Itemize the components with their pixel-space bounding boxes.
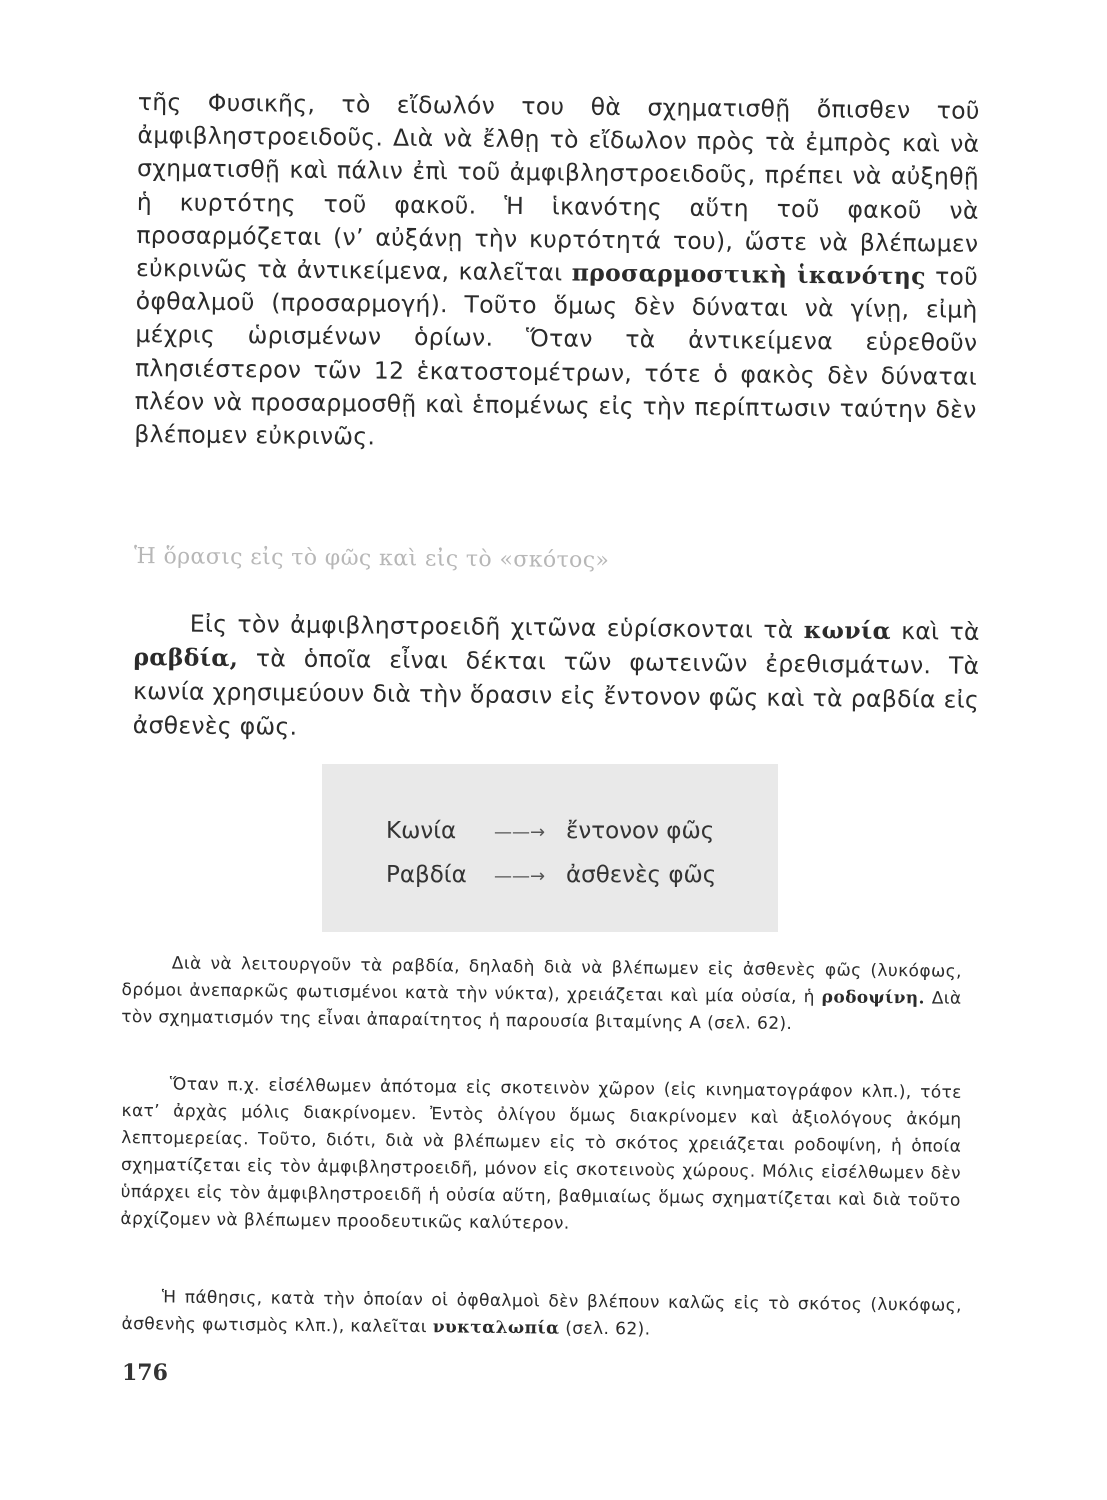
text-run: Ἡ πάθησις, κατὰ τὴν ὁποίαν οἱ ὀφθαλμοὶ δὲν βλέπουν καλῶς εἰς τὸ σκότος (λυκόφως, ἀσθενὴς φωτισμὸς κλπ.), καλεῖται <box>121 1287 962 1338</box>
paragraph-dark-adaptation: Ὅταν π.χ. εἰσέλθωμεν ἀπότομα εἰς σκοτεινὸν χῶρον (εἰς κινηματογράφον κλπ.), τότε κατ’ ἀρχὰς μόλις διακρίνομεν. Ἐντὸς ὀλίγου ὅμως διακρίνομεν καὶ ἀξιολόγους ἀκόμη λεπτομερείας. Τοῦτο, διότι, διὰ νὰ βλέπωμεν εἰς τὸ σκότος χρειάζεται ροδοψίνη, ἡ ὁποία σχηματίζεται εἰς τὸν ἀμφιβληστροειδῆ, μόνον εἰς σκοτεινοὺς χώρους. Μόλις εἰσέλθωμεν δὲν ὑπάρχει εἰς τὸν ἀμφιβληστροειδῆ ἡ οὐσία αὕτη, βαθμιαίως ὅμως σχηματίζεται καὶ διὰ τοῦτο ἀρχίζομεν νὰ βλέπωμεν προοδευτικῶς καλύτερον. <box>120 1074 962 1234</box>
text-run: Εἰς τὸν ἀμφιβληστροειδῆ χιτῶνα εὑρίσκονται τὰ <box>189 609 804 645</box>
table-cell-right: ἔντονον φῶς <box>566 818 715 844</box>
table-cell-right: ἀσθενὲς φῶς <box>566 862 717 888</box>
arrow-right-icon: ——→ <box>494 822 546 843</box>
text-run: καὶ τὰ <box>890 616 980 646</box>
paragraph-rhodopsin <box>121 950 962 1040</box>
section-heading: Ἡ ὅρασις εἰς τὸ φῶς καὶ εἰς τὸ «σκότος» <box>133 544 610 574</box>
bold-term-cones: κωνία <box>803 616 892 645</box>
paragraph-cones-rods <box>133 606 980 751</box>
text-run: Διὰ νὰ λειτουργοῦν τὰ ραβδία, δηλαδὴ διὰ νὰ βλέπωμεν εἰς ἀσθενὲς φῶς (λυκόφως, δρόμοι ἀνεπαρκῶς φωτισμένοι κατὰ τὴν νύκτα), χρειάζεται καὶ μία οὐσία, ἡ <box>121 953 962 1008</box>
table-row <box>386 818 714 844</box>
bold-term-night-blindness: νυκταλωπία <box>432 1317 560 1339</box>
paragraph-accommodation <box>134 86 980 460</box>
bold-term-rhodopsin: ροδοψίνη. <box>821 987 926 1009</box>
table-row <box>386 862 716 888</box>
table-cell-left: Ραβδία <box>386 862 467 888</box>
text-run: τοῦ ὀφθαλμοῦ (προσαρμογή). Τοῦτο ὅμως δὲν δύναται νὰ γίνῃ, εἰμὴ μέχρις ὡρισμένων ὁρίων. Ὅταν τὰ ἀντικείμενα εὑρεθοῦν πλησιέστερον τῶν 12 ἑκατοστομέτρων, τότε ὁ φακὸς δὲν δύναται πλέον νὰ προσαρμοσθῇ καὶ ἑπομένως εἰς τὴν περίπτωσιν ταύτην δὲν βλέπομεν εὐκρινῶς. <box>134 262 979 451</box>
page-number: 176 <box>122 1360 168 1386</box>
text-run: (σελ. 62). <box>559 1318 651 1340</box>
paragraph-night-blindness <box>121 1284 962 1347</box>
bold-term-rods: ραβδία, <box>133 642 239 673</box>
text-run: Διὰ τὸν σχηματισμόν της εἶναι ἀπαραίτητος ἡ παρουσία βιταμίνης Α (σελ. 62). <box>121 988 962 1035</box>
cones-rods-table <box>322 764 778 932</box>
arrow-right-icon: ——→ <box>494 866 546 887</box>
text-run: τῆς Φυσικῆς, τὸ εἴδωλόν του θὰ σχηματισθῇ ὄπισθεν τοῦ ἀμφιβληστροειδοῦς. Διὰ νὰ ἔλθῃ τὸ εἴδωλον πρὸς τὰ ἐμπρὸς καὶ νὰ σχηματισθῇ καὶ πάλιν ἐπὶ τοῦ ἀμφιβληστροειδοῦς, πρέπει νὰ αὐξηθῇ ἡ κυρτότης τοῦ φακοῦ. Ἡ ἱκανότης αὕτη τοῦ φακοῦ νὰ προσαρμόζεται (ν’ αὐξάνῃ τὴν κυρτότητά του), ὥστε νὰ βλέπωμεν εὐκρινῶς τὰ ἀντικείμενα, καλεῖται <box>135 87 980 287</box>
text-run: τὰ ὁποῖα εἶναι δέκται τῶν φωτεινῶν ἐρεθισμάτων. Τὰ κωνία χρησιμεύουν διὰ τὴν ὅρασιν εἰς ἔντονον φῶς καὶ τὰ ραβδία εἰς ἀσθενὲς φῶς. <box>132 644 980 741</box>
bold-term-accommodation: προσαρμοστικὴ ἱκανότης <box>571 258 926 291</box>
table-cell-left: Κωνία <box>386 818 457 844</box>
